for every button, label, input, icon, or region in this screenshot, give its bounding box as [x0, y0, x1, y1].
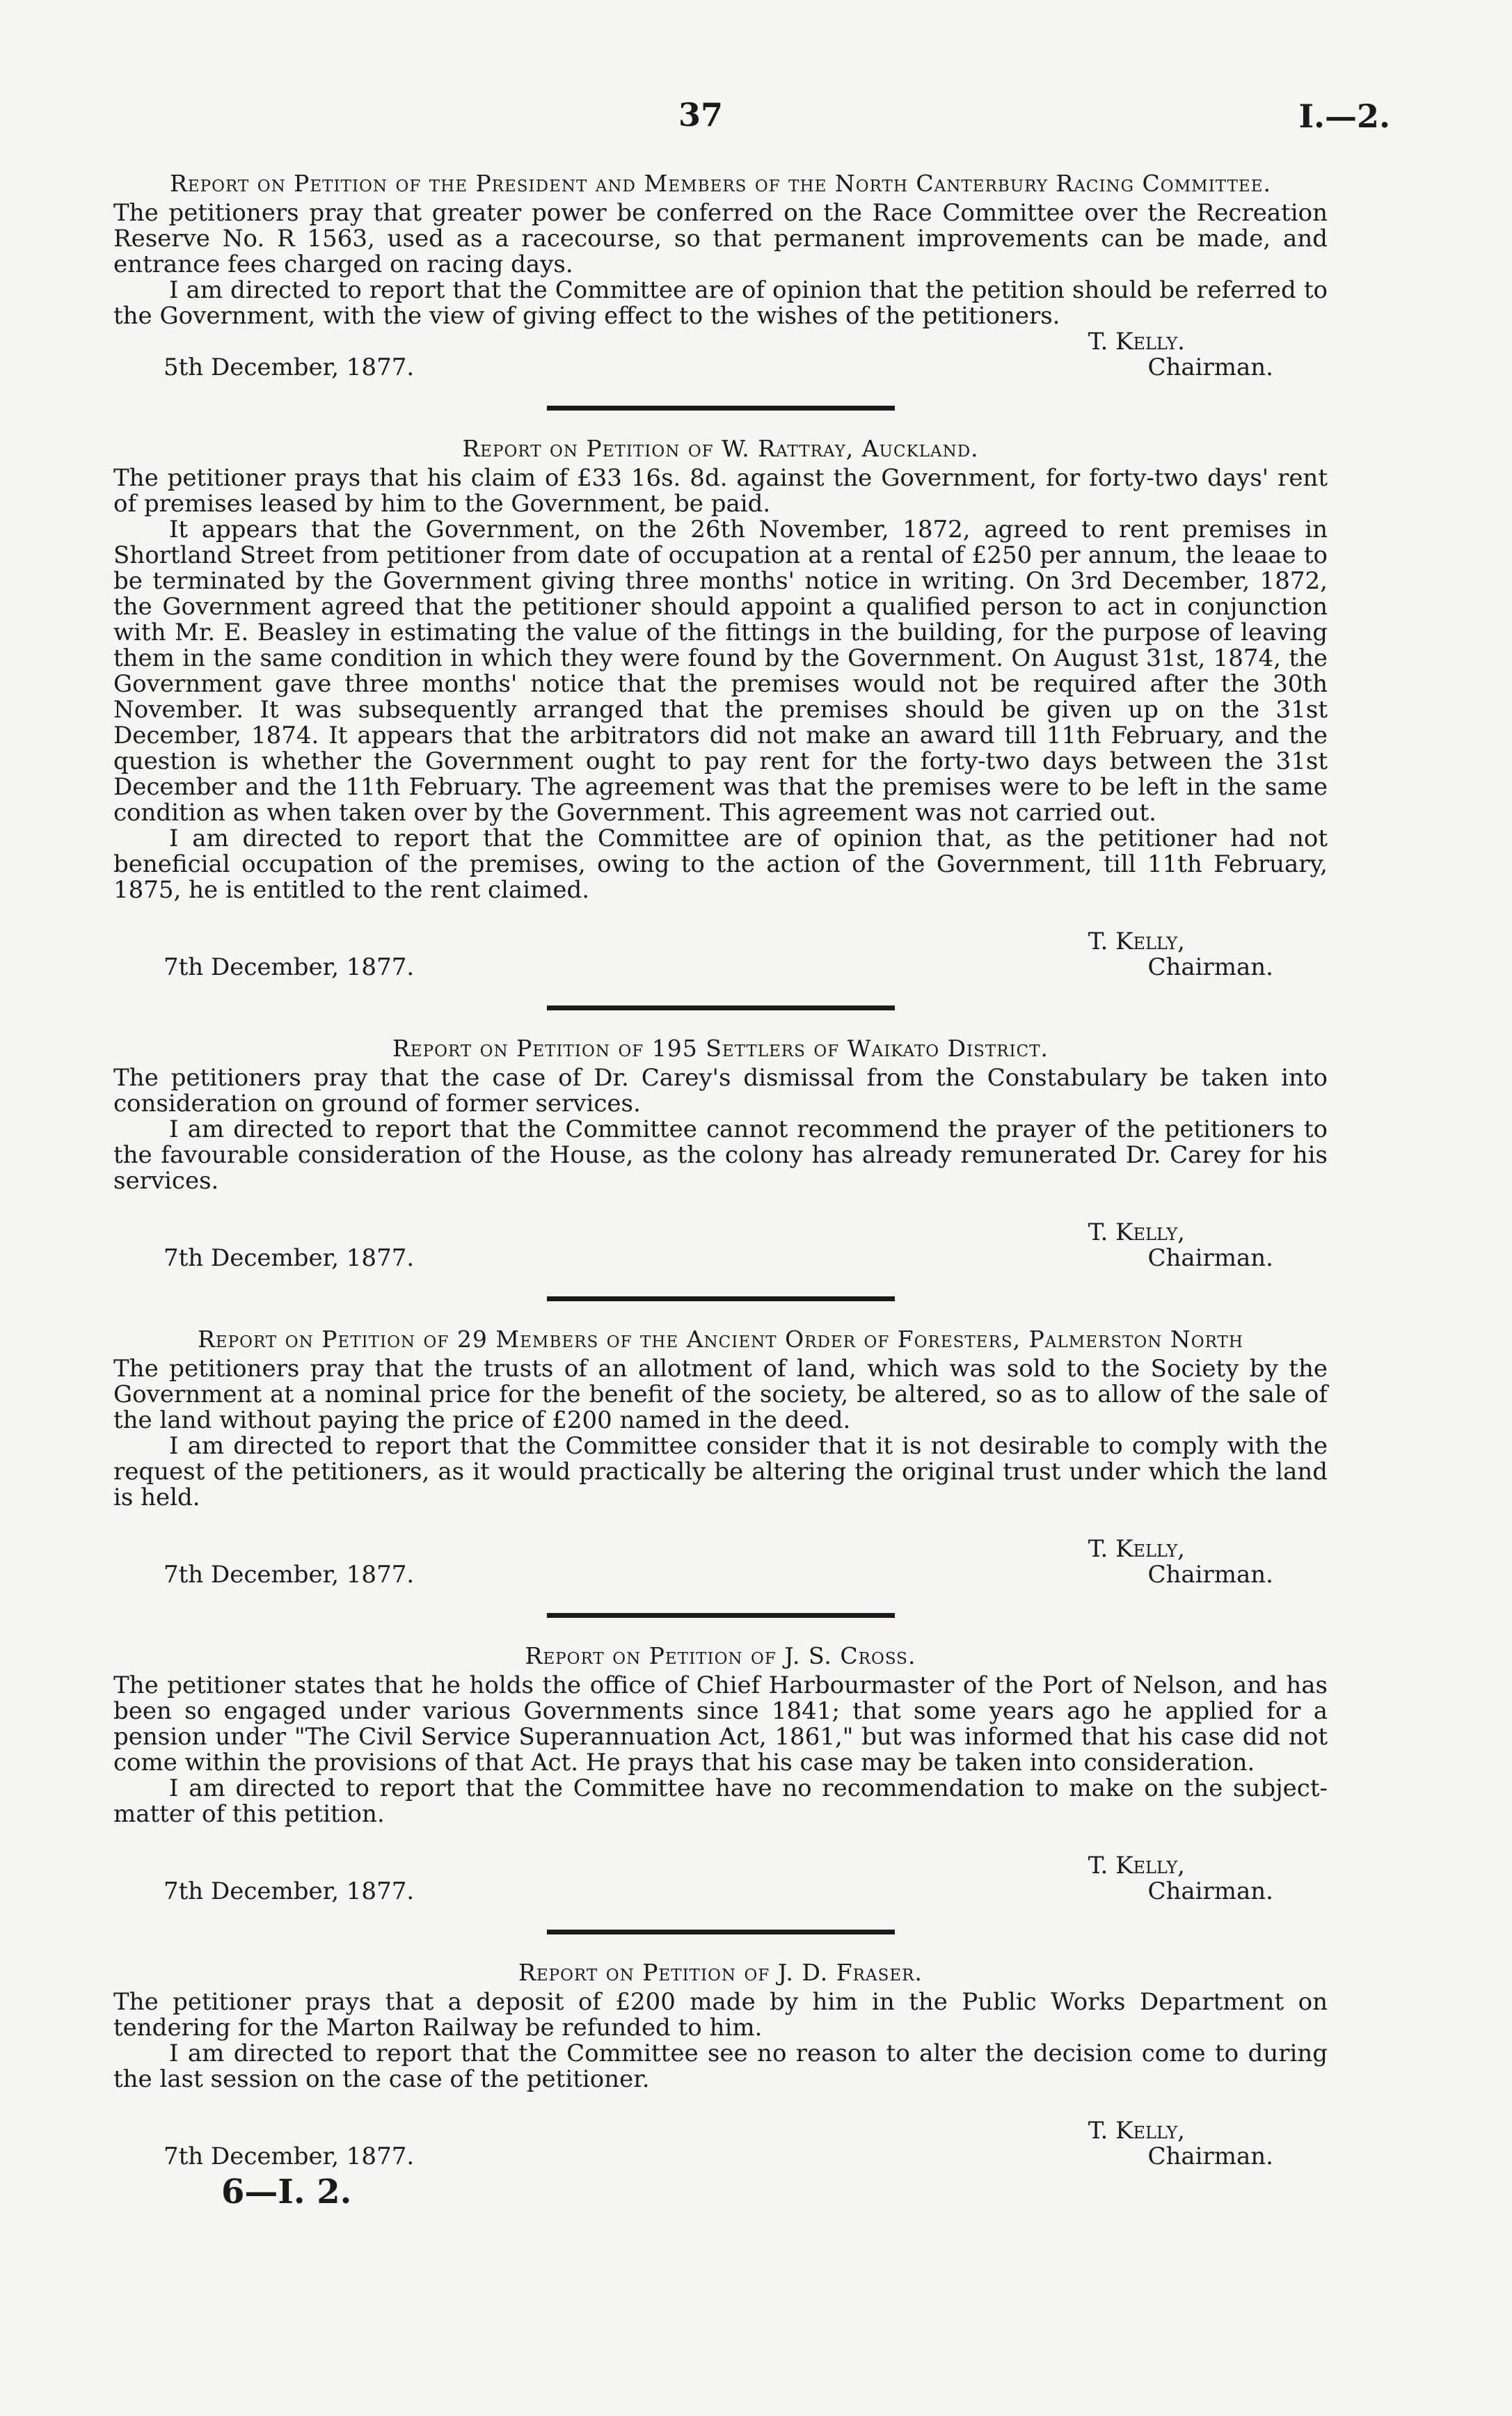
signature-block [113, 1194, 1328, 1271]
signatory-title: Chairman. [1147, 353, 1273, 381]
section-divider [547, 1296, 895, 1301]
report-date: 7th December, 1877. [164, 1877, 415, 1905]
section-divider [547, 406, 895, 411]
report-paragraph: I am directed to report that the Committee consider that it is not desirable to comply with the request of the petitioners, as it would practically be altering the original trust under which the land is held. [113, 1432, 1328, 1511]
report-paragraph: I am directed to report that the Committee have no recommendation to make on the subject-matter of this petition. [113, 1774, 1328, 1828]
signature-block [113, 329, 1328, 381]
document-reference: I.—2. [1298, 97, 1390, 135]
report-paragraph: The petitioner prays that a deposit of £200 made by him in the Public Works Department on tendering for the Marton Railway be refunded to him. [113, 1988, 1328, 2042]
report-date: 7th December, 1877. [164, 953, 415, 981]
report-paragraph: The petitioners pray that the case of Dr. Carey's dismissal from the Constabulary be taken into consideration on ground of former services. [113, 1064, 1328, 1118]
report-date: 7th December, 1877. [164, 1561, 415, 1589]
report-heading: Report on Petition of 29 Members of the Ancient Order of Foresters, Palmerston North [198, 1326, 1243, 1353]
report-paragraph: I am directed to report that the Committee see no reason to alter the decision come to during the last session on the case of the petitioner. [113, 2040, 1328, 2093]
section-divider [547, 1613, 895, 1618]
report-paragraph: The petitioners pray that the trusts of an allotment of land, which was sold to the Society by the Government at a nominal price for the benefit of the society, be altered, so as to allow of the sale of the land without paying the price of £200 named in the deed. [113, 1355, 1328, 1434]
section-divider [547, 1930, 895, 1934]
signatory-title: Chairman. [1147, 2143, 1273, 2170]
report-paragraph: I am directed to report that the Committee are of opinion that the petition should be referred to the Government, with the view of giving effect to the wishes of the petitioners. [113, 276, 1328, 330]
page-number: 37 [678, 96, 724, 134]
report-paragraph: I am directed to report that the Committee cannot recommend the prayer of the petitioners to the favourable consideration of the House, as the colony has already remunerated Dr. Carey for his services. [113, 1115, 1328, 1195]
section-divider [547, 1006, 895, 1010]
printer-signature-mark: 6—I. 2. [221, 2172, 352, 2211]
signature-block [113, 1511, 1328, 1588]
report-body [113, 1356, 1328, 1511]
signatory-name: T. Kelly, [1088, 1218, 1185, 1246]
signatory-name: T. Kelly, [1088, 1535, 1185, 1563]
report-body [113, 200, 1328, 329]
report-date: 5th December, 1877. [164, 353, 415, 381]
report-date: 7th December, 1877. [164, 1244, 415, 1272]
report-heading: Report on Petition of J. S. Cross. [525, 1642, 916, 1669]
signatory-title: Chairman. [1147, 1244, 1273, 1272]
signatory-name: T. Kelly, [1088, 1852, 1185, 1879]
report-body [113, 466, 1328, 903]
signatory-title: Chairman. [1147, 953, 1273, 981]
report-js-cross [113, 1643, 1328, 1905]
signatory-title: Chairman. [1147, 1877, 1273, 1905]
report-body [113, 1673, 1328, 1827]
signatory-name: T. Kelly. [1088, 328, 1185, 356]
report-waikato-settlers [113, 1035, 1328, 1271]
report-heading: Report on Petition of J. D. Fraser. [518, 1959, 923, 1986]
reports-column [113, 170, 1328, 2211]
signatory-name: T. Kelly, [1088, 2117, 1185, 2145]
report-paragraph: I am directed to report that the Committee are of opinion that, as the petitioner had not beneficial occupation of the premises, owing to the action of the Government, till 11th February, 1875, he is entitled to the rent claimed. [113, 825, 1328, 904]
report-heading: Report on Petition of W. Rattray, Auckland. [462, 435, 979, 462]
report-north-canterbury-racing [113, 170, 1328, 381]
signatory-name: T. Kelly, [1088, 928, 1185, 955]
report-heading: Report on Petition of the President and Members of the North Canterbury Racing Committee. [170, 170, 1271, 197]
report-jd-fraser [113, 1960, 1328, 2170]
report-paragraph: The petitioner states that he holds the office of Chief Harbourmaster of the Port of Nelson, and has been so engaged under various Governments since 1841; that some years ago he applied for a pension under "The Civil Service Superannuation Act, 1861," but was informed that his case did not come within the provisions of that Act. He prays that his case may be taken into consideration. [113, 1671, 1328, 1777]
report-body [113, 1989, 1328, 2092]
report-rattray-auckland [113, 436, 1328, 980]
report-ancient-order-foresters [113, 1326, 1328, 1588]
report-heading: Report on Petition of 195 Settlers of Waikato District. [392, 1035, 1049, 1062]
report-date: 7th December, 1877. [164, 2143, 415, 2170]
report-paragraph: It appears that the Government, on the 26th November, 1872, agreed to rent premises in Shortland Street from petitioner from date of occupation at a rental of £250 per annum, the leaae to be terminated by the Government giving three months' notice in writing. On 3rd December, 1872, the Government agreed that the petitioner should appoint a qualified person to act in conjunction with Mr. E. Beasley in estimating the value of the fittings in the building, for the purpose of leaving them in the same condition in which they were found by the Government. On August 31st, 1874, the Government gave three months' notice that the premises would not be required after the 30th November. It was subsequently arranged that the premises should be given up on the 31st December, 1874. It appears that the arbitrators did not make an award till 11th February, and the question is whether the Government ought to pay rent for the forty-two days between the 31st December and the 11th February. The agreement was that the premises were to be left in the same condition as when taken over by the Government. This agreement was not carried out. [113, 516, 1328, 827]
report-paragraph: The petitioner prays that his claim of £33 16s. 8d. against the Government, for forty-two days' rent of premises leased by him to the Government, be paid. [113, 464, 1328, 518]
signature-block [113, 903, 1328, 980]
signature-block [113, 2092, 1328, 2170]
signature-block [113, 1827, 1328, 1905]
signatory-title: Chairman. [1147, 1561, 1273, 1589]
report-body [113, 1065, 1328, 1194]
report-paragraph: The petitioners pray that greater power be conferred on the Race Committee over the Recreation Reserve No. R 1563, used as a racecourse, so that permanent improvements can be made, and entrance fees charged on racing days. [113, 199, 1328, 278]
